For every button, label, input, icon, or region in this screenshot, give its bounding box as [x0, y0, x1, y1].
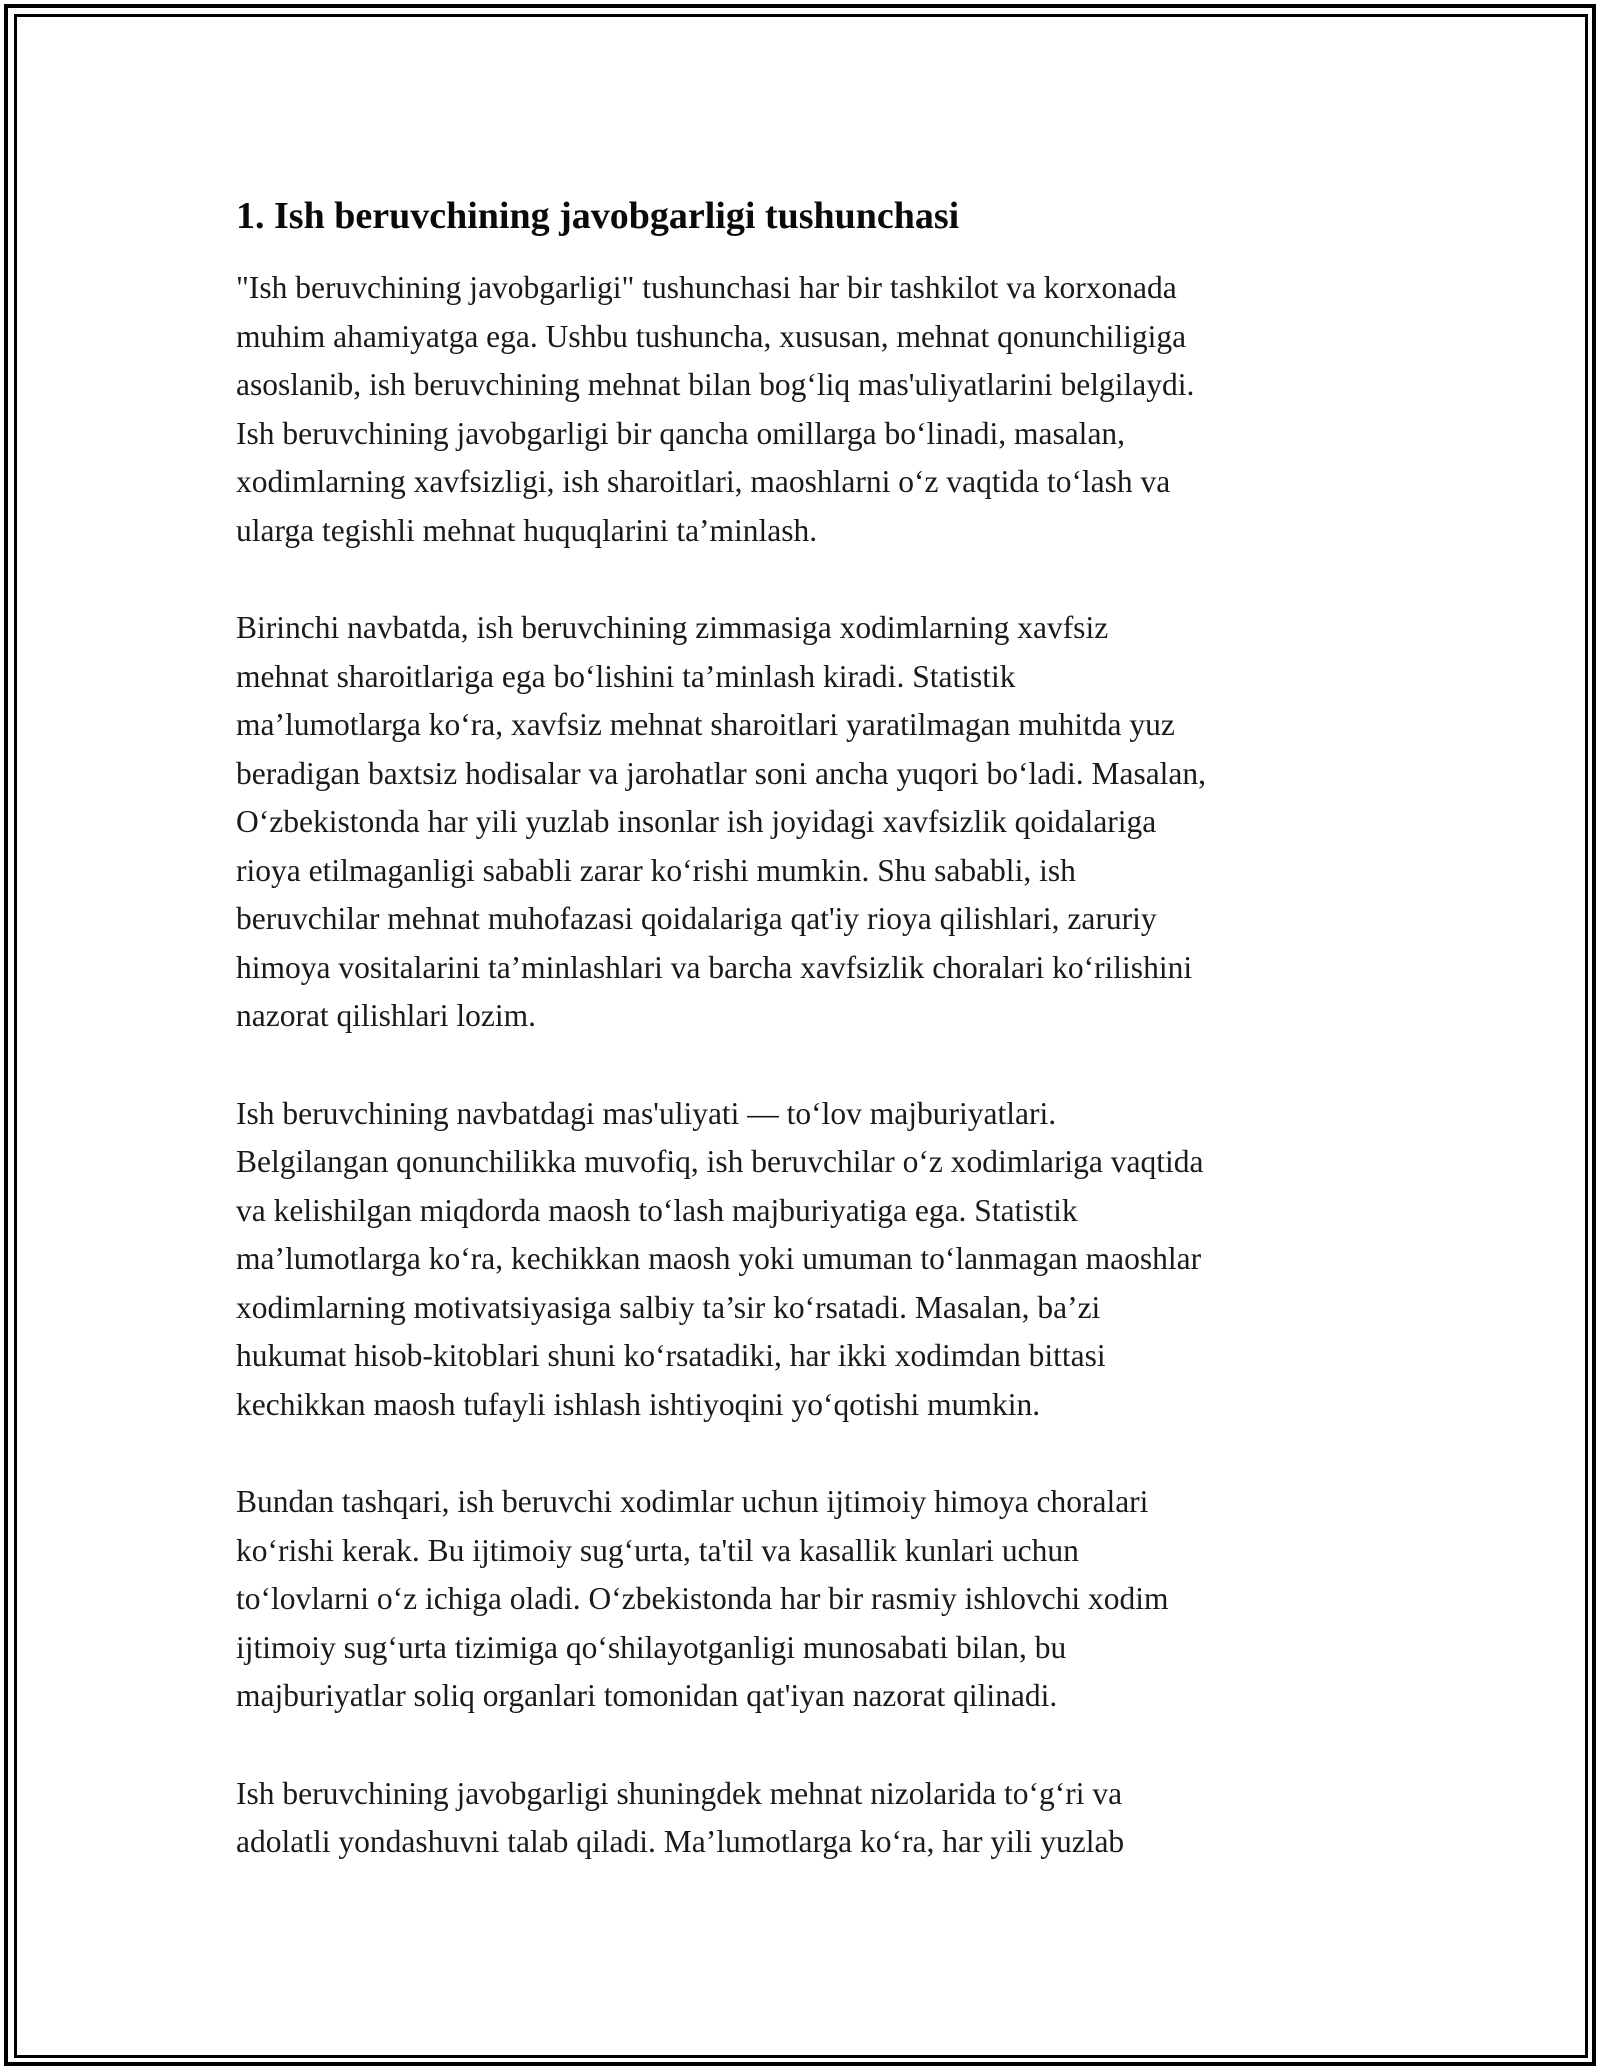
- text-line: O‘zbekistonda har yili yuzlab insonlar ish joyidagi xavfsizlik qoidalariga: [236, 804, 1157, 839]
- document-body: [236, 192, 1371, 1867]
- text-line: asoslanib, ish beruvchining mehnat bilan bog‘liq mas'uliyatlarini belgilaydi.: [236, 367, 1195, 402]
- text-line: muhim ahamiyatga ega. Ushbu tushuncha, xususan, mehnat qonunchiligiga: [236, 318, 1187, 354]
- text-line: Birinchi navbatda, ish beruvchining zimmasiga xodimlarning xavfsiz: [236, 610, 1109, 645]
- text-line: kechikkan maosh tufayli ishlash ishtiyoqini yo‘qotishi mumkin.: [236, 1386, 1041, 1422]
- section-title: 1. Ish beruvchining javobgarligi tushunchasi: [236, 195, 960, 237]
- text-line: to‘lovlarni o‘z ichiga oladi. O‘zbekistonda har bir rasmiy ishlovchi xodim: [236, 1581, 1169, 1616]
- text-line: hukumat hisob-kitoblari shuni ko‘rsatadiki, har ikki xodimdan bittasi: [236, 1338, 1106, 1373]
- text-line: ma’lumotlarga ko‘ra, xavfsiz mehnat sharoitlari yaratilmagan muhitda yuz: [236, 707, 1175, 742]
- text-line: himoya vositalarini ta’minlashlari va barcha xavfsizlik choralari ko‘rilishini: [236, 949, 1193, 985]
- text-line: adolatli yondashuvni talab qiladi. Ma’lumotlarga ko‘ra, har yili yuzlab: [236, 1824, 1125, 1859]
- text-line: majburiyatlar soliq organlari tomonidan qat'iyan nazorat qilinadi.: [236, 1678, 1058, 1713]
- text-line: va kelishilgan miqdorda maosh to‘lash majburiyatiga ega. Statistik: [236, 1192, 1078, 1228]
- text-line: rioya etilmaganligi sababli zarar ko‘rishi mumkin. Shu sababli, ish: [236, 852, 1076, 888]
- text-line: ko‘rishi kerak. Bu ijtimoiy sug‘urta, ta'til va kasallik kunlari uchun: [236, 1532, 1079, 1568]
- text-line: ma’lumotlarga ko‘ra, kechikkan maosh yoki umuman to‘lanmagan maoshlar: [236, 1241, 1202, 1276]
- text-line: Belgilangan qonunchilikka muvofiq, ish beruvchilar o‘z xodimlariga vaqtida: [236, 1144, 1204, 1179]
- text-line: mehnat sharoitlariga ega bo‘lishini ta’minlash kiradi. Statistik: [236, 658, 1016, 694]
- text-line: Ish beruvchining javobgarligi bir qancha omillarga bo‘linadi, masalan,: [236, 415, 1126, 451]
- text-line: Bundan tashqari, ish beruvchi xodimlar uchun ijtimoiy himoya choralari: [236, 1484, 1149, 1519]
- text-line: ijtimoiy sug‘urta tizimiga qo‘shilayotganligi munosabati bilan, bu: [236, 1629, 1067, 1665]
- text-line: Ish beruvchining navbatdagi mas'uliyati — to‘lov majburiyatlari.: [236, 1095, 1057, 1131]
- text-line: beradigan baxtsiz hodisalar va jarohatlar soni ancha yuqori bo‘ladi. Masalan,: [236, 755, 1207, 791]
- paragraph: [236, 1478, 1371, 1721]
- text-line: beruvchilar mehnat muhofazasi qoidalariga qat'iy rioya qilishlari, zaruriy: [236, 901, 1157, 936]
- text-line: nazorat qilishlari lozim.: [236, 998, 537, 1033]
- text-line: xodimlarning xavfsizligi, ish sharoitlari, maoshlarni o‘z vaqtida to‘lash va: [236, 464, 1171, 499]
- paragraph: [236, 1090, 1371, 1430]
- text-line: ularga tegishli mehnat huquqlarini ta’minlash.: [236, 512, 818, 548]
- text-line: xodimlarning motivatsiyasiga salbiy ta’sir ko‘rsatadi. Masalan, ba’zi: [236, 1289, 1101, 1325]
- paragraph: [236, 604, 1371, 1041]
- text-line: "Ish beruvchining javobgarligi" tushunchasi har bir tashkilot va korxonada: [236, 270, 1177, 305]
- text-line: Ish beruvchining javobgarligi shuningdek mehnat nizolarida to‘g‘ri va: [236, 1775, 1123, 1811]
- paragraph: [236, 1770, 1371, 1867]
- paragraph: [236, 264, 1371, 555]
